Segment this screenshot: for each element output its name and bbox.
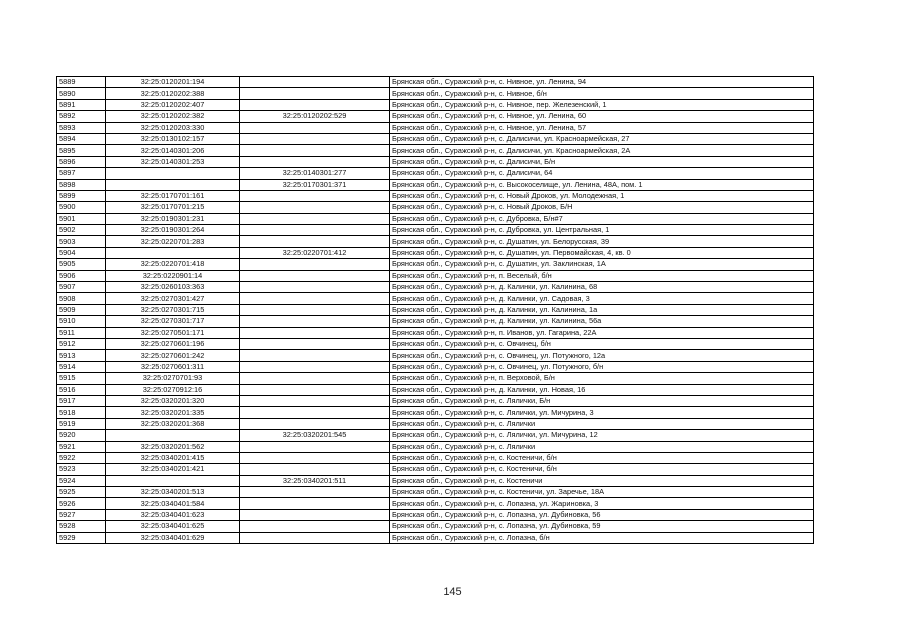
building-cadastral-number-cell <box>240 202 390 213</box>
row-number-cell: 5905 <box>57 259 106 270</box>
address-cell: Брянская обл., Суражский р-н, с. Лопазна, ул. Жариновка, 3 <box>390 498 814 509</box>
table-row <box>57 202 814 213</box>
cadastral-number-cell: 32:25:0130102:157 <box>106 133 240 144</box>
address-cell: Брянская обл., Суражский р-н, с. Далисичи, ул. Красноармейская, 27 <box>390 133 814 144</box>
row-number-cell: 5898 <box>57 179 106 190</box>
row-number-cell: 5912 <box>57 338 106 349</box>
address-cell: Брянская обл., Суражский р-н, с. Далисичи, Б/н <box>390 156 814 167</box>
cadastral-number-cell: 32:25:0340401:623 <box>106 509 240 520</box>
building-cadastral-number-cell <box>240 156 390 167</box>
cadastral-number-cell: 32:25:0270301:715 <box>106 304 240 315</box>
table-row <box>57 111 814 122</box>
cadastral-number-cell: 32:25:0260103:363 <box>106 282 240 293</box>
address-cell: Брянская обл., Суражский р-н, с. Нивное, б/н <box>390 88 814 99</box>
row-number-cell: 5899 <box>57 190 106 201</box>
table-row <box>57 282 814 293</box>
row-number-cell: 5900 <box>57 202 106 213</box>
address-cell: Брянская обл., Суражский р-н, с. Овчинец, ул. Потужного, 12а <box>390 350 814 361</box>
address-cell: Брянская обл., Суражский р-н, с. Нивное, ул. Ленина, 94 <box>390 77 814 88</box>
row-number-cell: 5890 <box>57 88 106 99</box>
building-cadastral-number-cell <box>240 304 390 315</box>
cadastral-number-cell: 32:25:0270501:171 <box>106 327 240 338</box>
building-cadastral-number-cell <box>240 213 390 224</box>
building-cadastral-number-cell <box>240 407 390 418</box>
cadastral-number-cell: 32:25:0270301:717 <box>106 316 240 327</box>
row-number-cell: 5906 <box>57 270 106 281</box>
building-cadastral-number-cell <box>240 509 390 520</box>
table-row <box>57 464 814 475</box>
address-cell: Брянская обл., Суражский р-н, с. Нивное, пер. Железенский, 1 <box>390 99 814 110</box>
row-number-cell: 5914 <box>57 361 106 372</box>
address-cell: Брянская обл., Суражский р-н, п. Иванов, ул. Гагарина, 22А <box>390 327 814 338</box>
row-number-cell: 5889 <box>57 77 106 88</box>
address-cell: Брянская обл., Суражский р-н, с. Лопазна, ул. Дубиновка, 59 <box>390 521 814 532</box>
row-number-cell: 5910 <box>57 316 106 327</box>
building-cadastral-number-cell <box>240 236 390 247</box>
table-row <box>57 247 814 258</box>
address-cell: Брянская обл., Суражский р-н, с. Дубровка, ул. Центральная, 1 <box>390 225 814 236</box>
address-cell: Брянская обл., Суражский р-н, с. Лялички <box>390 418 814 429</box>
cadastral-number-cell: 32:25:0340401:584 <box>106 498 240 509</box>
table-row <box>57 122 814 133</box>
cadastral-number-cell: 32:25:0340401:625 <box>106 521 240 532</box>
building-cadastral-number-cell <box>240 373 390 384</box>
row-number-cell: 5892 <box>57 111 106 122</box>
cadastral-number-cell: 32:25:0270912:16 <box>106 384 240 395</box>
table-row <box>57 133 814 144</box>
address-cell: Брянская обл., Суражский р-н, с. Костеничи, ул. Заречье, 18А <box>390 487 814 498</box>
row-number-cell: 5896 <box>57 156 106 167</box>
cadastral-number-cell <box>106 247 240 258</box>
registry-table <box>56 76 814 544</box>
table-row <box>57 532 814 543</box>
building-cadastral-number-cell <box>240 145 390 156</box>
building-cadastral-number-cell <box>240 77 390 88</box>
cadastral-number-cell: 32:25:0190301:231 <box>106 213 240 224</box>
row-number-cell: 5924 <box>57 475 106 486</box>
address-cell: Брянская обл., Суражский р-н, с. Лялички, ул. Мичурина, 12 <box>390 430 814 441</box>
address-cell: Брянская обл., Суражский р-н, с. Овчинец, б/н <box>390 338 814 349</box>
cadastral-number-cell: 32:25:0120201:194 <box>106 77 240 88</box>
building-cadastral-number-cell <box>240 293 390 304</box>
building-cadastral-number-cell <box>240 498 390 509</box>
address-cell: Брянская обл., Суражский р-н, с. Высокоселище, ул. Ленина, 48А, пом. 1 <box>390 179 814 190</box>
table-row <box>57 88 814 99</box>
cadastral-number-cell: 32:25:0270601:242 <box>106 350 240 361</box>
address-cell: Брянская обл., Суражский р-н, с. Лопазна, б/н <box>390 532 814 543</box>
cadastral-number-cell: 32:25:0340201:415 <box>106 452 240 463</box>
building-cadastral-number-cell <box>240 122 390 133</box>
address-cell: Брянская обл., Суражский р-н, д. Калинки, ул. Садовая, 3 <box>390 293 814 304</box>
table-row <box>57 338 814 349</box>
building-cadastral-number-cell: 32:25:0170301:371 <box>240 179 390 190</box>
cadastral-number-cell: 32:25:0270601:196 <box>106 338 240 349</box>
address-cell: Брянская обл., Суражский р-н, с. Костеничи, б/н <box>390 464 814 475</box>
row-number-cell: 5926 <box>57 498 106 509</box>
address-cell: Брянская обл., Суражский р-н, с. Нивное, ул. Ленина, 60 <box>390 111 814 122</box>
table-row <box>57 395 814 406</box>
row-number-cell: 5893 <box>57 122 106 133</box>
building-cadastral-number-cell: 32:25:0140301:277 <box>240 168 390 179</box>
building-cadastral-number-cell <box>240 418 390 429</box>
address-cell: Брянская обл., Суражский р-н, д. Калинки, ул. Калинина, 1а <box>390 304 814 315</box>
cadastral-number-cell: 32:25:0340201:421 <box>106 464 240 475</box>
cadastral-number-cell: 32:25:0220701:418 <box>106 259 240 270</box>
cadastral-number-cell: 32:25:0170701:161 <box>106 190 240 201</box>
row-number-cell: 5897 <box>57 168 106 179</box>
building-cadastral-number-cell <box>240 99 390 110</box>
address-cell: Брянская обл., Суражский р-н, с. Лопазна, ул. Дубиновка, 56 <box>390 509 814 520</box>
table-row <box>57 509 814 520</box>
table-row <box>57 156 814 167</box>
cadastral-number-cell: 32:25:0320201:562 <box>106 441 240 452</box>
table-row <box>57 452 814 463</box>
cadastral-number-cell: 32:25:0120202:388 <box>106 88 240 99</box>
table-row <box>57 521 814 532</box>
table-row <box>57 259 814 270</box>
table-row <box>57 475 814 486</box>
row-number-cell: 5903 <box>57 236 106 247</box>
row-number-cell: 5913 <box>57 350 106 361</box>
row-number-cell: 5911 <box>57 327 106 338</box>
cadastral-number-cell: 32:25:0140301:206 <box>106 145 240 156</box>
building-cadastral-number-cell <box>240 327 390 338</box>
address-cell: Брянская обл., Суражский р-н, с. Нивное, ул. Ленина, 57 <box>390 122 814 133</box>
cadastral-number-cell: 32:25:0120203:330 <box>106 122 240 133</box>
cadastral-number-cell: 32:25:0320201:368 <box>106 418 240 429</box>
row-number-cell: 5908 <box>57 293 106 304</box>
building-cadastral-number-cell: 32:25:0320201:545 <box>240 430 390 441</box>
cadastral-number-cell: 32:25:0220701:283 <box>106 236 240 247</box>
row-number-cell: 5919 <box>57 418 106 429</box>
cadastral-number-cell: 32:25:0340201:513 <box>106 487 240 498</box>
row-number-cell: 5894 <box>57 133 106 144</box>
row-number-cell: 5922 <box>57 452 106 463</box>
row-number-cell: 5920 <box>57 430 106 441</box>
table-row <box>57 327 814 338</box>
row-number-cell: 5901 <box>57 213 106 224</box>
address-cell: Брянская обл., Суражский р-н, с. Далисичи, ул. Красноармейская, 2А <box>390 145 814 156</box>
page-number: 145 <box>443 586 462 598</box>
table-row <box>57 225 814 236</box>
row-number-cell: 5917 <box>57 395 106 406</box>
table-row <box>57 373 814 384</box>
table-row <box>57 361 814 372</box>
row-number-cell: 5925 <box>57 487 106 498</box>
table-row <box>57 213 814 224</box>
address-cell: Брянская обл., Суражский р-н, д. Калинки, ул. Калинина, 56а <box>390 316 814 327</box>
building-cadastral-number-cell <box>240 521 390 532</box>
table-row <box>57 190 814 201</box>
row-number-cell: 5904 <box>57 247 106 258</box>
building-cadastral-number-cell <box>240 259 390 270</box>
row-number-cell: 5927 <box>57 509 106 520</box>
cadastral-number-cell: 32:25:0120202:407 <box>106 99 240 110</box>
cadastral-number-cell <box>106 430 240 441</box>
row-number-cell: 5921 <box>57 441 106 452</box>
cadastral-number-cell: 32:25:0140301:253 <box>106 156 240 167</box>
row-number-cell: 5902 <box>57 225 106 236</box>
row-number-cell: 5915 <box>57 373 106 384</box>
building-cadastral-number-cell <box>240 133 390 144</box>
table-row <box>57 304 814 315</box>
row-number-cell: 5909 <box>57 304 106 315</box>
table-row <box>57 179 814 190</box>
address-cell: Брянская обл., Суражский р-н, с. Костеничи <box>390 475 814 486</box>
table-row <box>57 168 814 179</box>
table-row <box>57 270 814 281</box>
address-cell: Брянская обл., Суражский р-н, с. Лялички <box>390 441 814 452</box>
building-cadastral-number-cell <box>240 361 390 372</box>
address-cell: Брянская обл., Суражский р-н, д. Калинки, ул. Калинина, 68 <box>390 282 814 293</box>
table-row <box>57 441 814 452</box>
address-cell: Брянская обл., Суражский р-н, с. Душатин, ул. Белорусская, 39 <box>390 236 814 247</box>
table-row <box>57 407 814 418</box>
cadastral-number-cell: 32:25:0220901:14 <box>106 270 240 281</box>
building-cadastral-number-cell <box>240 282 390 293</box>
building-cadastral-number-cell <box>240 270 390 281</box>
row-number-cell: 5928 <box>57 521 106 532</box>
cadastral-number-cell: 32:25:0340401:629 <box>106 532 240 543</box>
address-cell: Брянская обл., Суражский р-н, с. Дубровка, Б/н#7 <box>390 213 814 224</box>
address-cell: Брянская обл., Суражский р-н, д. Калинки, ул. Новая, 16 <box>390 384 814 395</box>
cadastral-number-cell: 32:25:0190301:264 <box>106 225 240 236</box>
table-row <box>57 293 814 304</box>
cadastral-number-cell: 32:25:0270701:93 <box>106 373 240 384</box>
building-cadastral-number-cell <box>240 384 390 395</box>
row-number-cell: 5895 <box>57 145 106 156</box>
table-row <box>57 487 814 498</box>
row-number-cell: 5918 <box>57 407 106 418</box>
row-number-cell: 5923 <box>57 464 106 475</box>
building-cadastral-number-cell <box>240 487 390 498</box>
cadastral-number-cell: 32:25:0270301:427 <box>106 293 240 304</box>
building-cadastral-number-cell: 32:25:0120202:529 <box>240 111 390 122</box>
table-row <box>57 99 814 110</box>
table-row <box>57 145 814 156</box>
address-cell: Брянская обл., Суражский р-н, с. Новый Дроков, ул. Молодежная, 1 <box>390 190 814 201</box>
row-number-cell: 5929 <box>57 532 106 543</box>
building-cadastral-number-cell: 32:25:0340201:511 <box>240 475 390 486</box>
cadastral-number-cell: 32:25:0320201:335 <box>106 407 240 418</box>
cadastral-number-cell: 32:25:0120202:382 <box>106 111 240 122</box>
row-number-cell: 5891 <box>57 99 106 110</box>
building-cadastral-number-cell <box>240 441 390 452</box>
address-cell: Брянская обл., Суражский р-н, с. Душатин, ул. Первомайская, 4, кв. 0 <box>390 247 814 258</box>
address-cell: Брянская обл., Суражский р-н, с. Овчинец, ул. Потужного, б/н <box>390 361 814 372</box>
building-cadastral-number-cell <box>240 532 390 543</box>
building-cadastral-number-cell <box>240 452 390 463</box>
cadastral-number-cell: 32:25:0320201:320 <box>106 395 240 406</box>
cadastral-number-cell <box>106 168 240 179</box>
table-row <box>57 418 814 429</box>
cadastral-number-cell <box>106 179 240 190</box>
building-cadastral-number-cell <box>240 464 390 475</box>
row-number-cell: 5907 <box>57 282 106 293</box>
table-row <box>57 316 814 327</box>
table-row <box>57 430 814 441</box>
table-row <box>57 384 814 395</box>
cadastral-number-cell: 32:25:0170701:215 <box>106 202 240 213</box>
building-cadastral-number-cell <box>240 350 390 361</box>
registry-table-body <box>57 77 814 544</box>
table-row <box>57 77 814 88</box>
building-cadastral-number-cell <box>240 190 390 201</box>
address-cell: Брянская обл., Суражский р-н, с. Лялички, Б/н <box>390 395 814 406</box>
table-row <box>57 498 814 509</box>
address-cell: Брянская обл., Суражский р-н, п. Верховой, Б/н <box>390 373 814 384</box>
row-number-cell: 5916 <box>57 384 106 395</box>
address-cell: Брянская обл., Суражский р-н, с. Новый Дроков, Б/Н <box>390 202 814 213</box>
building-cadastral-number-cell <box>240 395 390 406</box>
address-cell: Брянская обл., Суражский р-н, с. Далисичи, 64 <box>390 168 814 179</box>
table-row <box>57 350 814 361</box>
building-cadastral-number-cell <box>240 338 390 349</box>
building-cadastral-number-cell <box>240 88 390 99</box>
building-cadastral-number-cell <box>240 316 390 327</box>
address-cell: Брянская обл., Суражский р-н, с. Душатин, ул. Заклинская, 1А <box>390 259 814 270</box>
address-cell: Брянская обл., Суражский р-н, п. Веселый, б/н <box>390 270 814 281</box>
building-cadastral-number-cell: 32:25:0220701:412 <box>240 247 390 258</box>
table-row <box>57 236 814 247</box>
building-cadastral-number-cell <box>240 225 390 236</box>
address-cell: Брянская обл., Суражский р-н, с. Лялички, ул. Мичурина, 3 <box>390 407 814 418</box>
cadastral-number-cell: 32:25:0270601:311 <box>106 361 240 372</box>
cadastral-number-cell <box>106 475 240 486</box>
address-cell: Брянская обл., Суражский р-н, с. Костеничи, б/н <box>390 452 814 463</box>
